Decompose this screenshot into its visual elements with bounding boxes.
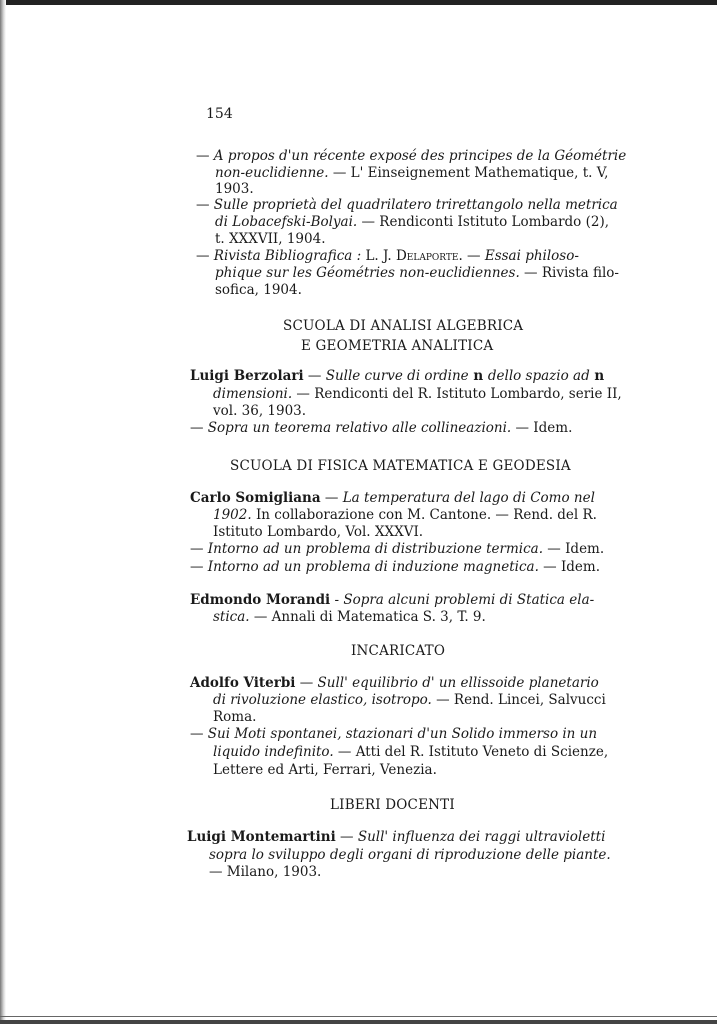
reference-text: — Idem.	[543, 541, 605, 557]
entry-line	[190, 559, 600, 575]
separator: —	[335, 829, 358, 845]
dash: —	[190, 559, 208, 575]
section-heading: INCARICATO	[351, 643, 446, 659]
entry-line: Istituto Lombardo, Vol. XXXVI.	[213, 524, 424, 540]
entry-line	[215, 214, 609, 230]
author-name: Luigi Montemartini	[187, 829, 336, 845]
entry-line	[215, 282, 302, 298]
entry-line: Lettere ed Arti, Ferrari, Venezia.	[213, 762, 437, 778]
title-text: Sull' equilibrio d' un ellissoide planetario	[317, 675, 599, 691]
separator: -	[330, 592, 344, 608]
entry-line: — Milano, 1903.	[209, 864, 322, 880]
entry-line	[190, 726, 597, 742]
title-text: dimensioni.	[213, 386, 293, 402]
author-name: Carlo Somigliana	[190, 490, 321, 506]
reference-text: — Rendiconti Istituto Lombardo (2),	[357, 214, 610, 230]
reference-text: — Idem.	[538, 559, 601, 575]
title-text: Sopra alcuni problemi di Statica ela-	[343, 592, 595, 608]
entry-line: Roma.	[213, 709, 257, 725]
author-name: Luigi Berzolari	[190, 368, 304, 384]
title-text: La temperatura del lago di Como nel	[342, 490, 595, 506]
title-text: 1902.	[213, 507, 252, 523]
variable-n: n	[589, 368, 605, 384]
entry-line	[209, 847, 611, 863]
page-top-edge	[0, 0, 717, 5]
entry-line	[190, 420, 572, 436]
author-name: Edmondo Morandi	[190, 592, 331, 608]
reference-text: . —	[458, 248, 485, 264]
section-heading: SCUOLA DI ANALISI ALGEBRICA	[283, 318, 524, 334]
separator: —	[320, 490, 343, 506]
title-text: Rivista Bibliografica :	[213, 248, 362, 264]
section-heading: LIBERI DOCENTI	[330, 797, 455, 813]
title-text: dello spazio ad	[487, 368, 590, 384]
title-text: Essai philoso-	[484, 248, 579, 264]
reference-text: In collaborazione con M. Cantone. — Rend. del R.	[251, 507, 597, 523]
section-heading: E GEOMETRIA ANALITICA	[301, 338, 494, 354]
reference-text: — Idem.	[511, 420, 573, 436]
entry-line	[213, 507, 597, 523]
reference-text: — Rend. Lincei, Salvucci	[431, 692, 606, 708]
dash: —	[196, 148, 210, 164]
reference-text: 1903.	[215, 181, 254, 197]
title-text: A propos d'un récente exposé des principes de la Géométrie	[213, 148, 627, 164]
separator: —	[295, 675, 318, 691]
reference-text: L. J.	[361, 248, 396, 264]
dash: —	[190, 541, 208, 557]
title-text: Sulle curve di ordine	[325, 368, 469, 384]
reference-text: — Rendiconti del R. Istituto Lombardo, serie II,	[292, 386, 622, 402]
page-bottom-edge	[0, 1020, 717, 1024]
reference-text: sofica, 1904.	[215, 282, 302, 298]
variable-n: n	[468, 368, 488, 384]
page-number: 154	[206, 106, 233, 122]
reference-text: — Atti del R. Istituto Veneto di Scienze,	[333, 744, 609, 760]
dash: —	[196, 248, 210, 264]
separator: —	[303, 368, 326, 384]
title-text: Intorno ad un problema di distribuzione termica.	[207, 541, 544, 557]
author-name: Adolfo Viterbi	[190, 675, 296, 691]
entry-line	[213, 386, 622, 402]
reference-text: t. XXXVII, 1904.	[215, 231, 326, 247]
entry-line	[190, 541, 604, 557]
entry-line	[187, 829, 605, 845]
entry-line	[190, 368, 604, 384]
title-text: liquido indefinito.	[213, 744, 334, 760]
title-text: non-euclidienne.	[215, 165, 329, 181]
entry-line	[213, 609, 486, 625]
dash: —	[196, 197, 210, 213]
reference-text: — L' Einseignement Mathematique, t. V,	[328, 165, 609, 181]
author-name: Delaporte	[395, 248, 459, 264]
title-text: di rivoluzione elastico, isotropo.	[213, 692, 432, 708]
title-text: phique sur les Géométries non-euclidiennes.	[215, 265, 520, 281]
entry-line	[196, 248, 579, 264]
section-heading: SCUOLA DI FISICA MATEMATICA E GEODESIA	[230, 458, 571, 474]
entry-line	[190, 592, 594, 608]
entry-line	[190, 490, 595, 506]
title-text: di Lobacefski-Bolyai.	[215, 214, 358, 230]
title-text: Sull' influenza dei raggi ultravioletti	[357, 829, 606, 845]
title-text: Sui Moti spontanei, stazionari d'un Solido immerso in un	[207, 726, 598, 742]
dash: —	[190, 420, 208, 436]
title-text: Sulle proprietà del quadrilatero trirettangolo nella metrica	[213, 197, 618, 213]
entry-line	[196, 197, 618, 213]
entry-line	[196, 148, 627, 164]
entry-line	[215, 181, 254, 197]
title-text: Intorno ad un problema di induzione magnetica.	[207, 559, 539, 575]
entry-line	[190, 675, 599, 691]
entry-line: vol. 36, 1903.	[213, 403, 307, 419]
entry-line	[213, 692, 606, 708]
page-left-edge	[0, 0, 6, 1024]
title-text: sopra lo sviluppo degli organi di riproduzione delle piante.	[209, 847, 611, 863]
entry-line	[215, 165, 608, 181]
entry-line	[215, 231, 326, 247]
title-text: Sopra un teorema relativo alle collineazioni.	[207, 420, 512, 436]
entry-line	[215, 265, 619, 281]
reference-text: — Annali di Matematica S. 3, T. 9.	[249, 609, 486, 625]
title-text: stica.	[213, 609, 250, 625]
dash: —	[190, 726, 208, 742]
entry-line	[213, 744, 608, 760]
page-bottom-rule	[0, 1016, 717, 1017]
reference-text: — Rivista filo-	[519, 265, 619, 281]
